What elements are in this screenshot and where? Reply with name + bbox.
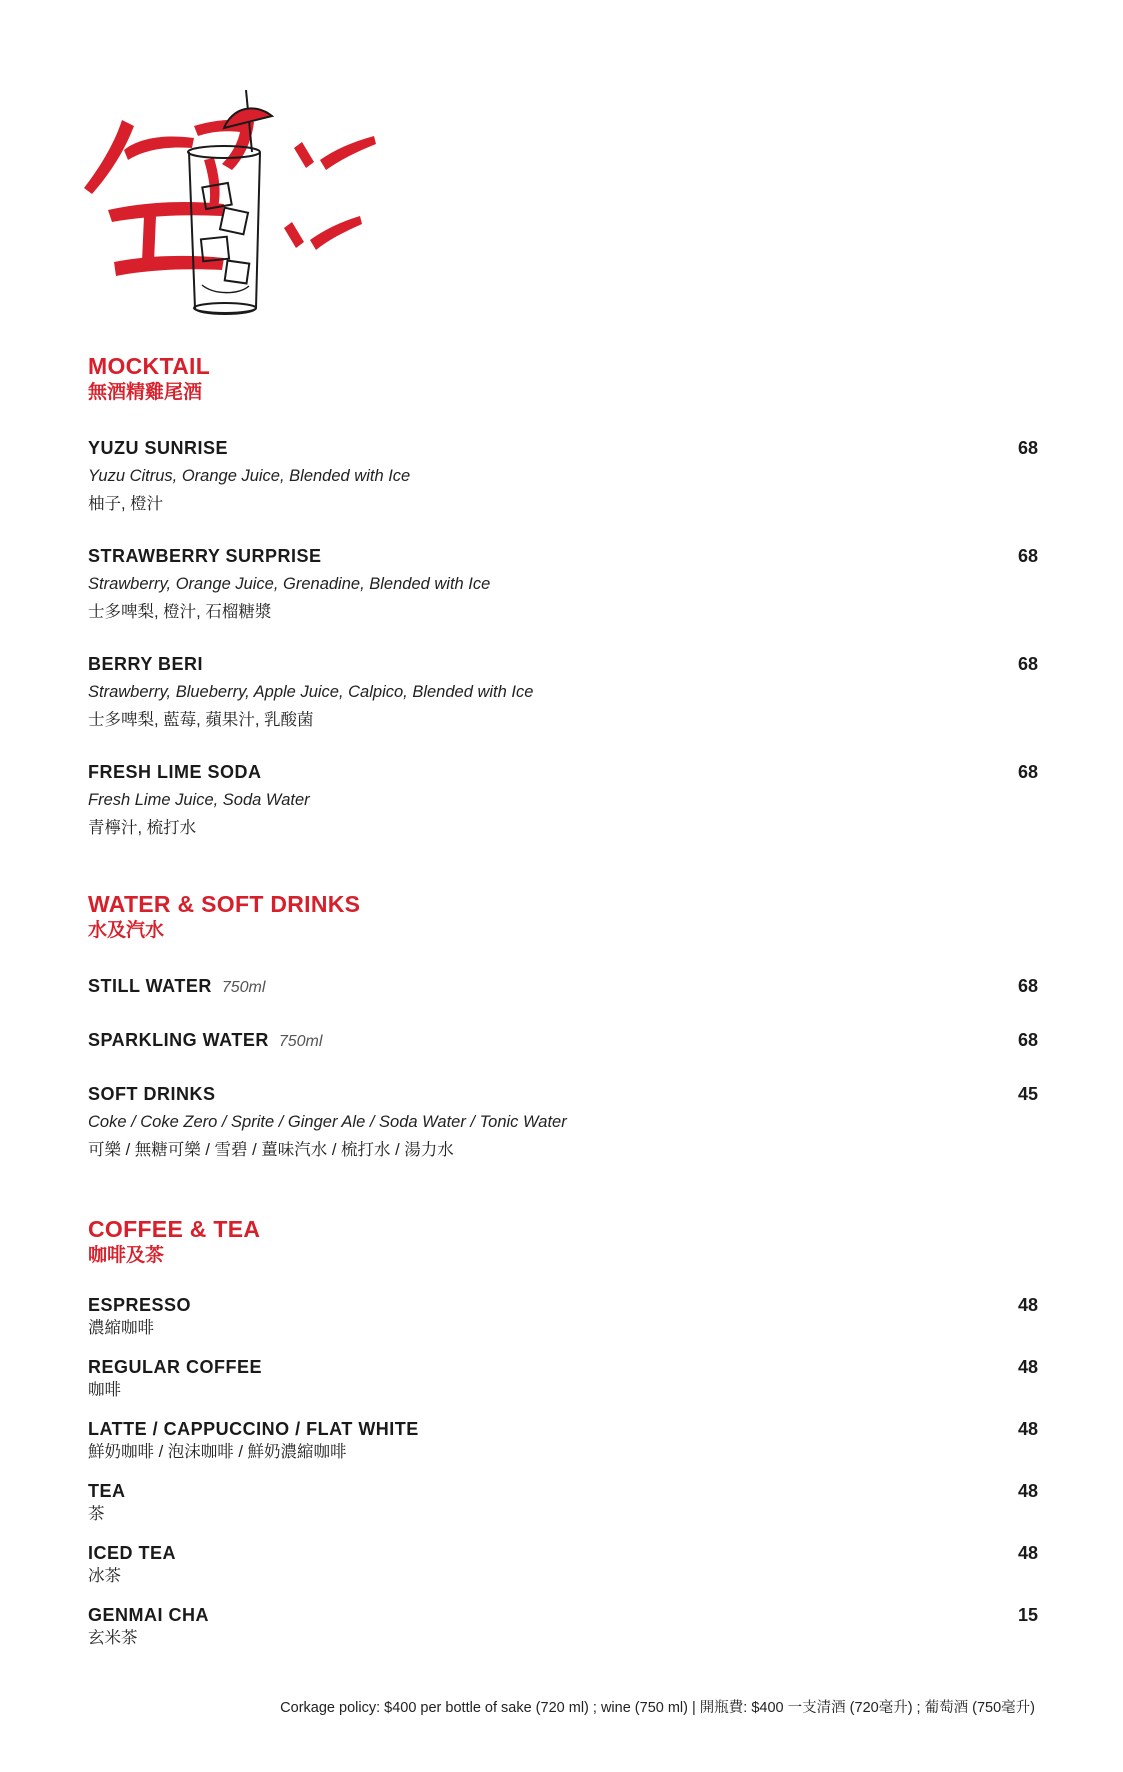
cocktail-glass-icon — [188, 90, 272, 314]
section-title: MOCKTAIL — [88, 353, 211, 379]
item-description-chinese: 柚子, 橙汁 — [88, 495, 164, 513]
item-name: FRESH LIME SODA — [88, 762, 262, 782]
menu-item-regular-coffee — [88, 1355, 1038, 1402]
item-description-chinese: 可樂 / 無糖可樂 / 雪碧 / 薑味汽水 / 梳打水 / 湯力水 — [88, 1141, 454, 1159]
mocktail-section — [88, 352, 1038, 837]
corkage-policy: Corkage policy: $400 per bottle of sake (720 ml) ; wine (750 ml) | 開瓶費: $400 一支清酒 (720毫升) ; 葡萄酒 (750毫升) — [280, 1700, 1035, 1716]
item-size: 750ml — [278, 1033, 323, 1050]
menu-item-soft-drinks — [88, 1082, 1038, 1162]
item-name-text: SPARKLING WATER — [88, 1030, 269, 1050]
item-name: SOFT DRINKS — [88, 1084, 216, 1104]
item-price: 48 — [1017, 1357, 1038, 1377]
item-name: YUZU SUNRISE — [88, 438, 229, 458]
menu-item-sparkling-water — [88, 1028, 1038, 1054]
item-description-chinese: 濃縮咖啡 — [88, 1319, 154, 1337]
item-description-chinese: 冰茶 — [88, 1567, 121, 1585]
item-name: BERRY BERI — [88, 654, 204, 674]
menu-item-strawberry-surprise — [88, 544, 1038, 624]
menu-item-berry-beri — [88, 652, 1038, 732]
menu-item-yuzu-sunrise — [88, 436, 1038, 516]
item-description-chinese: 鮮奶咖啡 / 泡沫咖啡 / 鮮奶濃縮咖啡 — [88, 1443, 347, 1461]
item-description-chinese: 士多啤梨, 藍莓, 蘋果汁, 乳酸菌 — [88, 711, 314, 729]
item-name: ICED TEA — [88, 1543, 177, 1563]
section-title: WATER & SOFT DRINKS — [88, 891, 361, 917]
menu-item-fresh-lime-soda — [88, 760, 1038, 840]
item-name: LATTE / CAPPUCCINO / FLAT WHITE — [88, 1419, 419, 1439]
item-price: 68 — [1017, 654, 1038, 674]
item-description: Yuzu Citrus, Orange Juice, Blended with Ice — [88, 467, 411, 485]
item-price: 68 — [1017, 976, 1038, 996]
item-price: 68 — [1017, 762, 1038, 782]
water-soft-drinks-section — [88, 890, 1038, 1159]
item-name: TEA — [88, 1481, 126, 1501]
item-description-chinese: 青檸汁, 梳打水 — [88, 819, 197, 837]
item-description: Fresh Lime Juice, Soda Water — [88, 791, 310, 809]
menu-item-tea — [88, 1479, 1038, 1526]
item-description-chinese: 茶 — [88, 1505, 105, 1523]
section-title-chinese: 無酒精雞尾酒 — [88, 382, 203, 403]
menu-item-genmai-cha — [88, 1603, 1038, 1650]
item-price: 45 — [1017, 1084, 1038, 1104]
item-description: Strawberry, Blueberry, Apple Juice, Calpico, Blended with Ice — [88, 683, 534, 701]
item-price: 68 — [1017, 438, 1038, 458]
menu-item-latte-cappuccino-flat-white — [88, 1417, 1038, 1464]
item-name: STRAWBERRY SURPRISE — [88, 546, 322, 566]
item-price: 68 — [1017, 1030, 1038, 1050]
coffee-tea-section — [88, 1215, 1038, 1647]
item-price: 48 — [1017, 1419, 1038, 1439]
item-size: 750ml — [221, 979, 266, 996]
menu-item-still-water — [88, 974, 1038, 1000]
menu-item-iced-tea — [88, 1541, 1038, 1588]
item-name: GENMAI CHA — [88, 1605, 209, 1625]
menu-item-espresso — [88, 1293, 1038, 1340]
item-name — [88, 1028, 1038, 1054]
item-description-chinese: 玄米茶 — [88, 1629, 138, 1647]
item-description: Strawberry, Orange Juice, Grenadine, Blended with Ice — [88, 575, 491, 593]
section-title-chinese: 水及汽水 — [88, 920, 165, 941]
item-name — [88, 974, 1038, 1000]
item-name: ESPRESSO — [88, 1295, 192, 1315]
item-name-text: STILL WATER — [88, 976, 212, 996]
happy-hour-logo — [84, 90, 424, 325]
section-title-chinese: 咖啡及茶 — [88, 1245, 165, 1266]
item-price: 48 — [1017, 1295, 1038, 1315]
item-price: 15 — [1017, 1605, 1038, 1625]
item-description-chinese: 士多啤梨, 橙汁, 石榴糖漿 — [88, 603, 272, 621]
item-price: 68 — [1017, 546, 1038, 566]
item-name: REGULAR COFFEE — [88, 1357, 263, 1377]
item-description: Coke / Coke Zero / Sprite / Ginger Ale / Soda Water / Tonic Water — [88, 1113, 567, 1131]
item-price: 48 — [1017, 1543, 1038, 1563]
item-description-chinese: 咖啡 — [88, 1381, 121, 1399]
section-title: COFFEE & TEA — [88, 1216, 261, 1242]
item-price: 48 — [1017, 1481, 1038, 1501]
